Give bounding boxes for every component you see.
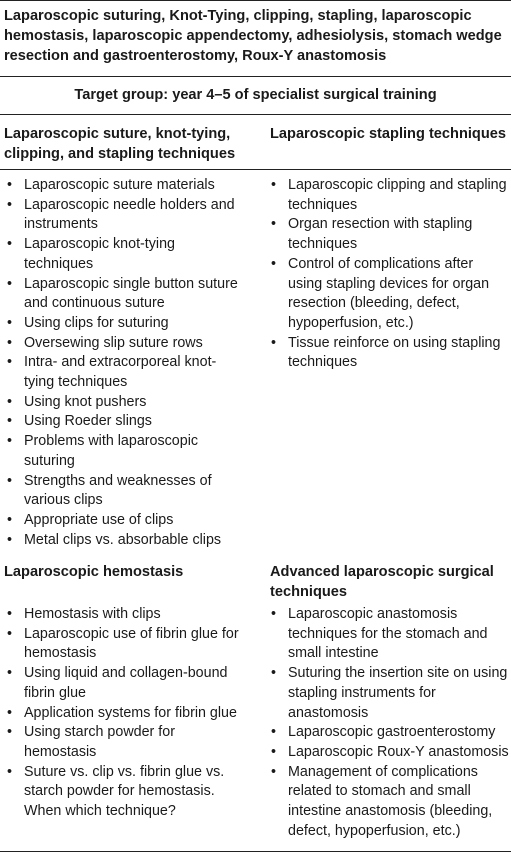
- list-item: • Laparoscopic Roux-Y anastomosis: [270, 743, 510, 763]
- section-heading-suture: Laparoscopic suture, knot-tying, clipping, and stapling techniques: [4, 126, 236, 162]
- suture-techniques-list: [6, 176, 246, 550]
- target-group: Target group: year 4–5 of specialist surgical training: [74, 87, 437, 103]
- section-heading-advanced: Advanced laparoscopic surgical techniques: [270, 564, 494, 600]
- header-divider: [0, 169, 511, 170]
- top-border: [0, 0, 511, 1]
- list-item: • Appropriate use of clips: [6, 511, 246, 531]
- list-item: • Management of complications related to stomach and small intestine anastomosis (bleeding, defect, hypoperfusion, etc.): [270, 763, 510, 842]
- stapling-techniques-list: [270, 176, 510, 373]
- list-item: • Suturing the insertion site on using stapling instruments for anastomosis: [270, 664, 510, 723]
- list-item: • Laparoscopic anastomosis techniques for the stomach and small intestine: [270, 605, 510, 664]
- table-title: Laparoscopic suturing, Knot-Tying, clipping, stapling, laparoscopic hemostasis, laparoscopic appendectomy, adhesiolysis, stomach wedge resection and gastroenterostomy, Roux-Y anastomosis: [4, 8, 502, 64]
- list-item: • Intra- and extracorporeal knot-tying techniques: [6, 353, 246, 392]
- list-item: • Organ resection with stapling techniques: [270, 215, 510, 254]
- list-item: • Using liquid and collagen-bound fibrin glue: [6, 664, 246, 703]
- list-item: • Using starch powder for hemostasis: [6, 723, 246, 762]
- section-heading-hemostasis: Laparoscopic hemostasis: [4, 564, 184, 580]
- hemostasis-list: [6, 605, 246, 822]
- list-item: • Laparoscopic suture materials: [6, 176, 246, 196]
- list-item: • Laparoscopic gastroenterostomy: [270, 723, 510, 743]
- list-item: • Laparoscopic needle holders and instruments: [6, 196, 246, 235]
- list-item: • Laparoscopic single button suture and continuous suture: [6, 275, 246, 314]
- list-item: • Application systems for fibrin glue: [6, 704, 246, 724]
- subtitle-divider: [0, 114, 511, 115]
- list-item: • Metal clips vs. absorbable clips: [6, 531, 246, 551]
- list-item: • Tissue reinforce on using stapling techniques: [270, 334, 510, 373]
- list-item: • Control of complications after using stapling devices for organ resection (bleeding, defect, hypoperfusion, etc.): [270, 255, 510, 334]
- list-item: • Strengths and weaknesses of various clips: [6, 472, 246, 511]
- list-item: • Problems with laparoscopic suturing: [6, 432, 246, 471]
- list-item: • Laparoscopic knot-tying techniques: [6, 235, 246, 274]
- list-item: • Laparoscopic clipping and stapling techniques: [270, 176, 510, 215]
- advanced-techniques-list: [270, 605, 510, 841]
- list-item: • Laparoscopic use of fibrin glue for hemostasis: [6, 625, 246, 664]
- list-item: • Suture vs. clip vs. fibrin glue vs. starch powder for hemostasis. When which technique?: [6, 763, 246, 822]
- title-divider: [0, 76, 511, 77]
- section-heading-stapling: Laparoscopic stapling techniques: [270, 126, 506, 142]
- list-item: • Using knot pushers: [6, 393, 246, 413]
- list-item: • Using clips for suturing: [6, 314, 246, 334]
- list-item: • Using Roeder slings: [6, 412, 246, 432]
- list-item: • Oversewing slip suture rows: [6, 334, 246, 354]
- list-item: • Hemostasis with clips: [6, 605, 246, 625]
